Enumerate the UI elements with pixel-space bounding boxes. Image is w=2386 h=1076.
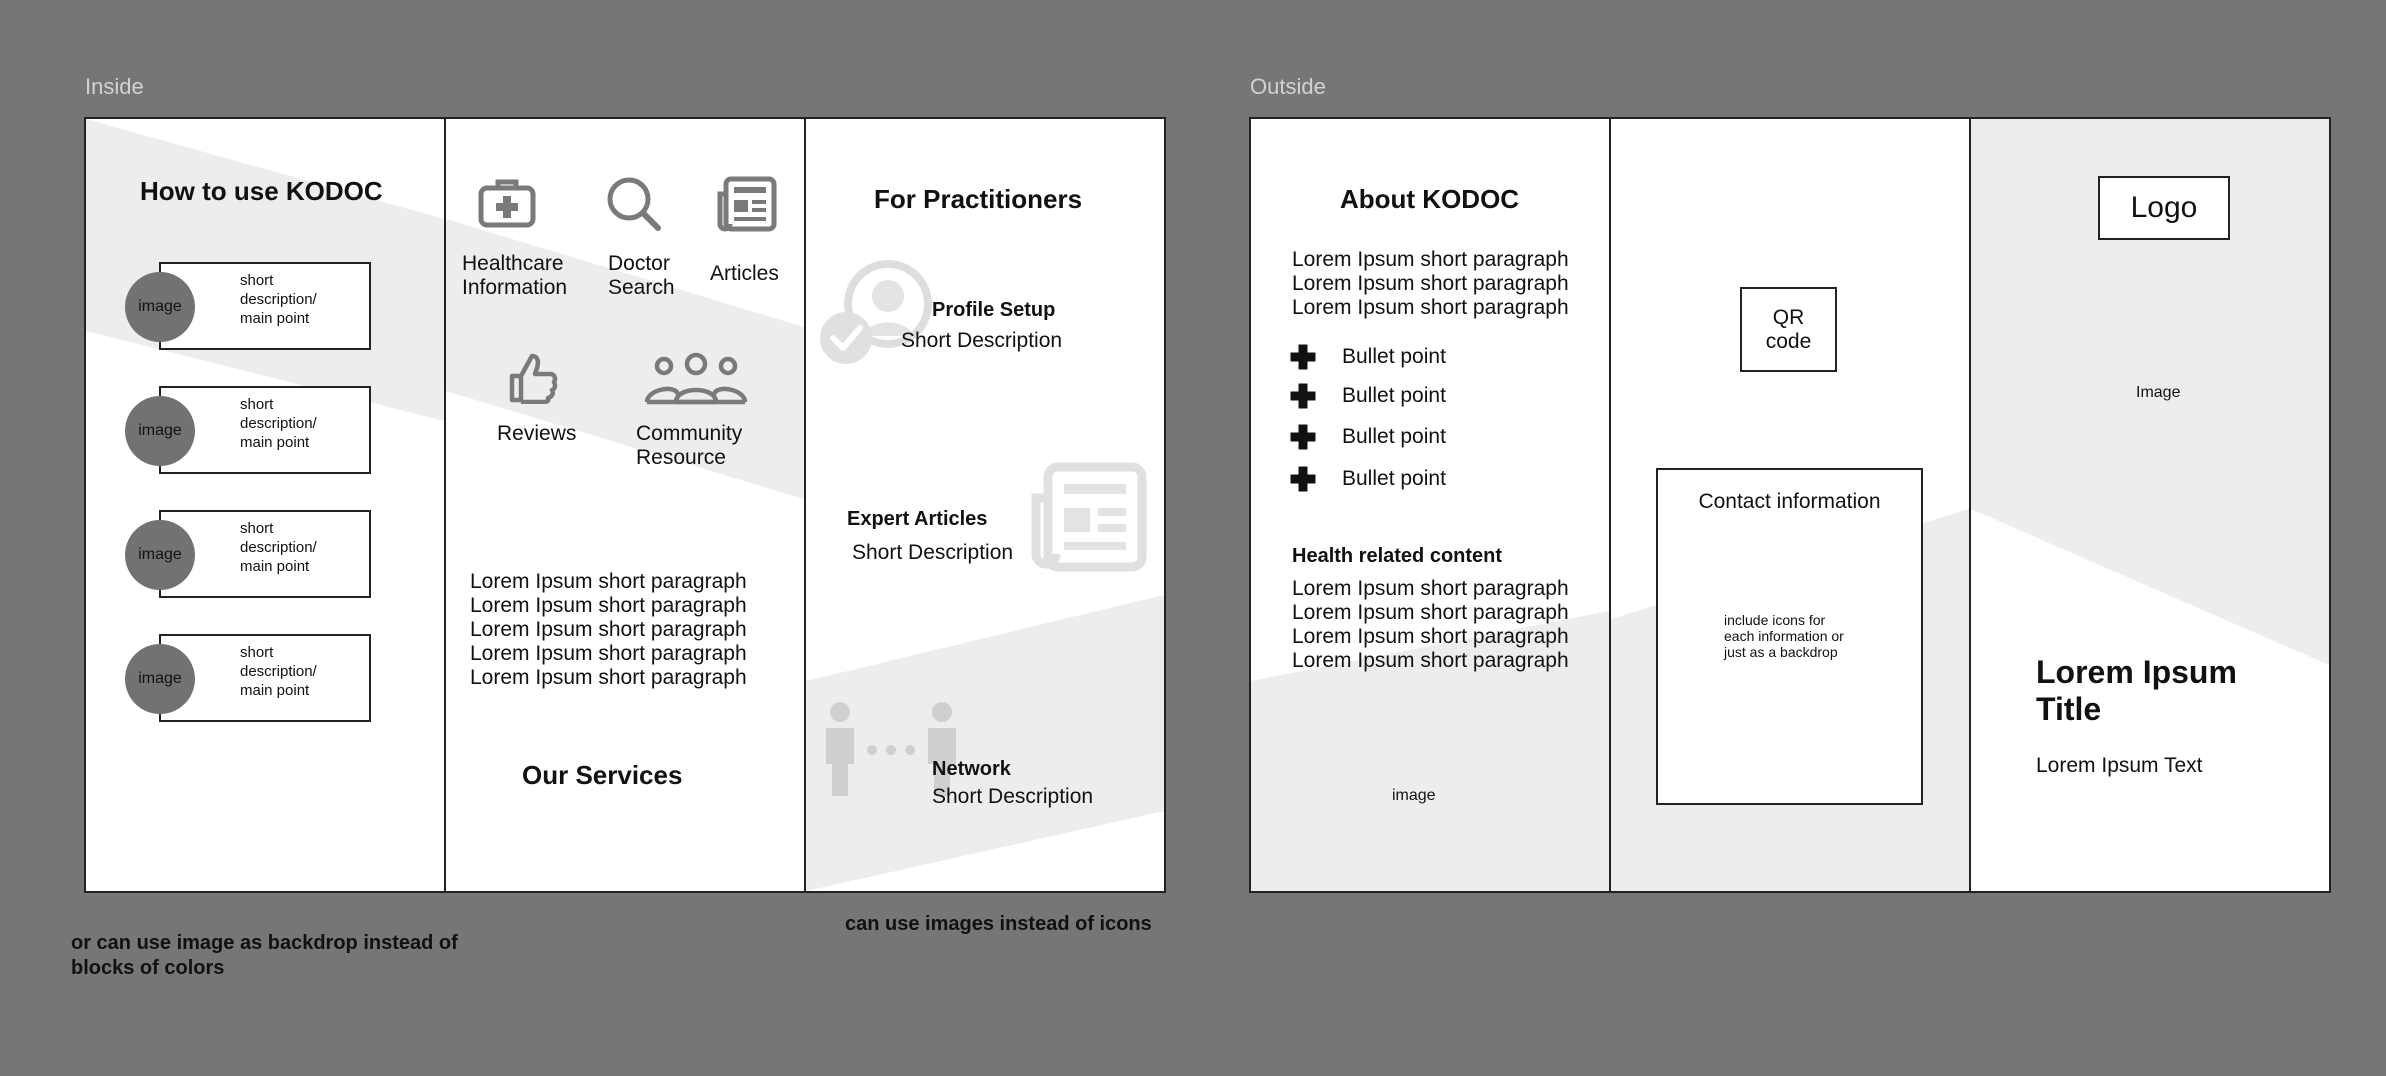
health-content-title: Health related content xyxy=(1292,545,1503,567)
note-line: just as a backdrop xyxy=(1724,644,1838,660)
plus-icon xyxy=(1290,466,1316,492)
community-icon xyxy=(644,352,748,406)
qr-label: code xyxy=(1765,329,1812,353)
step-image: image xyxy=(125,644,195,714)
plus-icon xyxy=(1290,344,1316,370)
paragraph-line: Lorem Ipsum short paragraph xyxy=(1292,296,1569,319)
paragraph-line: Lorem Ipsum short paragraph xyxy=(470,594,747,617)
how-to-title: How to use KODOC xyxy=(140,176,383,206)
cover-text: Lorem Ipsum Text xyxy=(2036,754,2203,777)
step-description: short description/ main point xyxy=(240,396,317,451)
thumbs-up-icon xyxy=(508,352,558,404)
bullet-label: Bullet point xyxy=(1342,384,1446,407)
step-image: image xyxy=(125,520,195,590)
contact-note xyxy=(1724,612,1844,660)
image-placeholder-label: image xyxy=(1392,787,1436,804)
bullet-item xyxy=(1290,466,1446,492)
cover-title-line: Lorem Ipsum xyxy=(2036,654,2237,690)
service-label: Community xyxy=(636,422,743,445)
step-description: short description/ main point xyxy=(240,644,317,699)
logo-placeholder: Logo xyxy=(2098,176,2230,240)
cover-title-line: Title xyxy=(2036,691,2102,727)
services-title: Our Services xyxy=(522,760,683,790)
backdrop-note xyxy=(71,931,458,981)
service-label: Doctor xyxy=(608,252,670,275)
practitioner-item-description: Short Description xyxy=(932,785,1094,808)
note-line: each information or xyxy=(1724,628,1844,644)
network-icon xyxy=(818,700,964,798)
contact-info-box xyxy=(1656,468,1923,805)
medical-kit-icon xyxy=(478,178,536,228)
paragraph-line: Lorem Ipsum short paragraph xyxy=(470,618,747,641)
paragraph-line: Lorem Ipsum short paragraph xyxy=(1292,625,1569,648)
step-image: image xyxy=(125,396,195,466)
plus-icon xyxy=(1290,424,1316,450)
image-placeholder-label: Image xyxy=(2136,384,2181,401)
practitioner-item-title: Expert Articles xyxy=(847,508,988,530)
paragraph-line: Lorem Ipsum short paragraph xyxy=(1292,577,1569,600)
panel-about-shading xyxy=(1251,119,1609,891)
note-line: include icons for xyxy=(1724,612,1826,628)
paragraph-line: Lorem Ipsum short paragraph xyxy=(1292,601,1569,624)
paragraph-line: Lorem Ipsum short paragraph xyxy=(470,570,747,593)
plus-icon xyxy=(1290,383,1316,409)
paragraph-line: Lorem Ipsum short paragraph xyxy=(470,666,747,689)
newspaper-icon xyxy=(714,176,778,234)
step-image: image xyxy=(125,272,195,342)
paragraph-line: Lorem Ipsum short paragraph xyxy=(1292,649,1569,672)
service-label: Search xyxy=(608,276,675,299)
paragraph-line: Lorem Ipsum short paragraph xyxy=(1292,272,1569,295)
note-line: blocks of colors xyxy=(71,957,225,979)
note-line: or can use image as backdrop instead of xyxy=(71,932,458,954)
health-paragraph xyxy=(1292,577,1569,673)
outside-label: Outside xyxy=(1250,74,1326,99)
bullet-label: Bullet point xyxy=(1342,425,1446,448)
bullet-item xyxy=(1290,383,1446,409)
service-label: Resource xyxy=(636,446,726,469)
practitioner-item-description: Short Description xyxy=(901,329,1063,352)
service-label: Healthcare xyxy=(462,252,564,275)
cover-title xyxy=(2036,654,2237,728)
qr-label: QR xyxy=(1772,305,1805,329)
practitioner-item-description: Short Description xyxy=(852,541,1014,564)
service-label: Information xyxy=(462,276,568,299)
bullet-item xyxy=(1290,344,1446,370)
search-icon xyxy=(606,176,662,232)
inside-label: Inside xyxy=(85,74,144,99)
service-label: Articles xyxy=(710,262,779,285)
paragraph-line: Lorem Ipsum short paragraph xyxy=(1292,248,1569,271)
newspaper-icon xyxy=(1026,462,1148,574)
service-label: Reviews xyxy=(497,422,577,445)
paragraph-line: Lorem Ipsum short paragraph xyxy=(470,642,747,665)
bullet-label: Bullet point xyxy=(1342,345,1446,368)
practitioners-title: For Practitioners xyxy=(874,184,1083,214)
bullet-item xyxy=(1290,424,1446,450)
contact-title: Contact information xyxy=(1698,490,1881,513)
qr-code-placeholder xyxy=(1740,287,1837,372)
about-title: About KODOC xyxy=(1340,184,1520,214)
bullet-label: Bullet point xyxy=(1342,467,1446,490)
services-paragraph xyxy=(470,570,747,690)
practitioner-item-title: Network xyxy=(932,758,1011,780)
practitioner-item-title: Profile Setup xyxy=(932,299,1056,321)
icons-note: can use images instead of icons xyxy=(845,913,1152,935)
step-description: short description/ main point xyxy=(240,272,317,327)
step-description: short description/ main point xyxy=(240,520,317,575)
panel-how-to-use-shading xyxy=(86,119,444,891)
about-paragraph xyxy=(1292,248,1569,320)
